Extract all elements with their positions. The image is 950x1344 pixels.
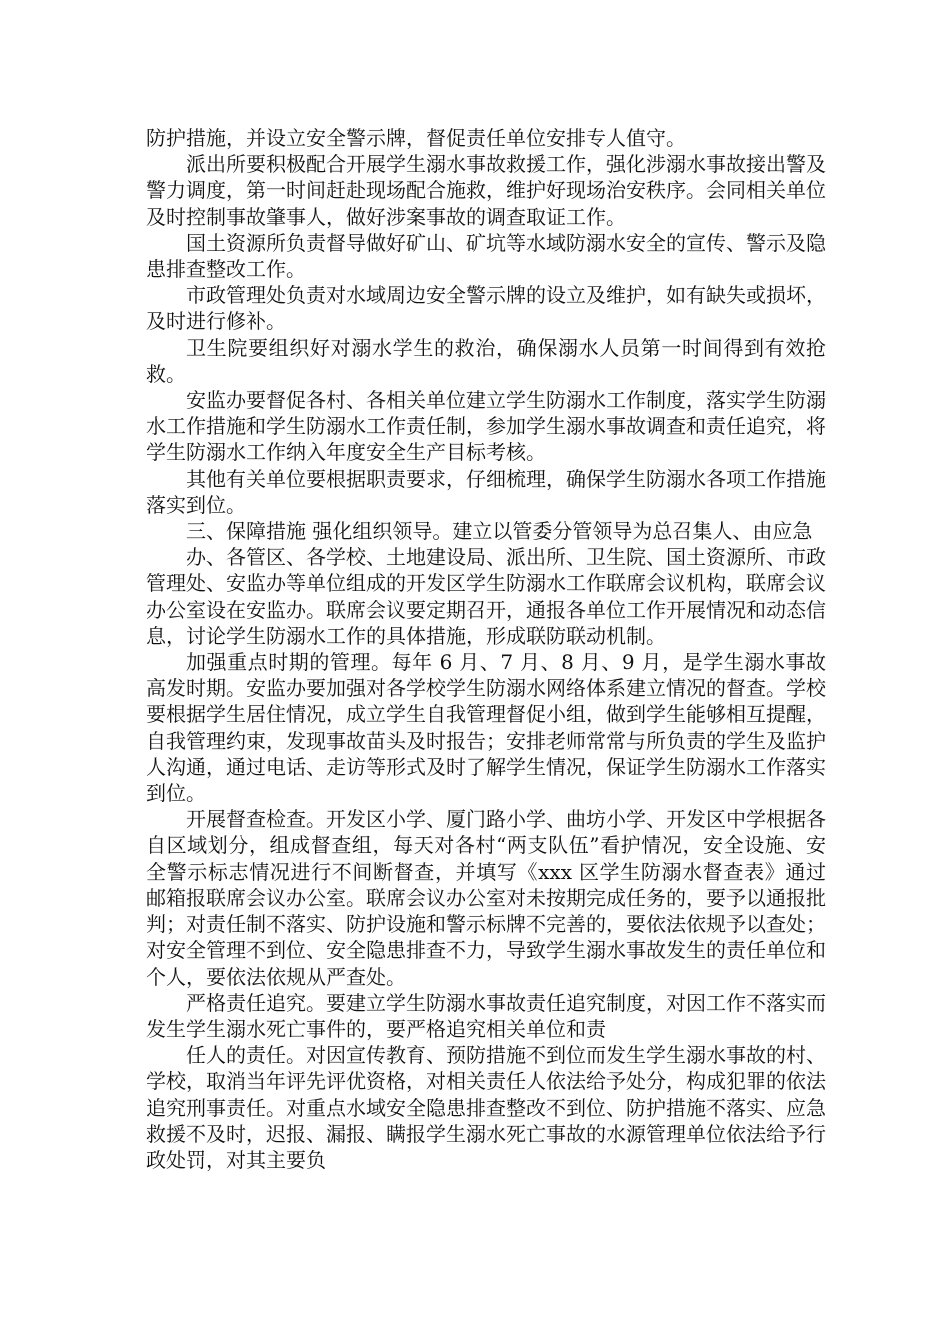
paragraph: 任人的责任。对因宣传教育、预防措施不到位而发生学生溺水事故的村、学校，取消当年评先评优资格，对相关责任人依法给予处分，构成犯罪的依法追究刑事责任。对重点水域安全隐患排查整改不到位、防护措施不落实、应急救援不及时，迟报、漏报、瞒报学生溺水死亡事故的水源管理单位依法给予行政处罚，对其主要负 bbox=[146, 1043, 826, 1172]
paragraph: 市政管理处负责对水域周边安全警示牌的设立及维护，如有缺失或损坏，及时进行修补。 bbox=[146, 283, 826, 334]
paragraph: 安监办要督促各村、各相关单位建立学生防溺水工作制度，落实学生防溺水工作措施和学生防溺水工作责任制，参加学生溺水事故调查和责任追究，将学生防溺水工作纳入年度安全生产目标考核。 bbox=[146, 388, 826, 465]
paragraph: 其他有关单位要根据职责要求，仔细梳理，确保学生防溺水各项工作措施落实到位。 bbox=[146, 466, 826, 517]
paragraph: 防护措施，并设立安全警示牌，督促责任单位安排专人值守。 bbox=[146, 126, 686, 150]
paragraph: 严格责任追究。要建立学生防溺水事故责任追究制度，对因工作不落实而发生学生溺水死亡事件的，要严格追究相关单位和责 bbox=[146, 990, 826, 1041]
paragraph: 派出所要积极配合开展学生溺水事故救援工作，强化涉溺水事故接出警及警力调度，第一时间赶赴现场配合施救，维护好现场治安秩序。会同相关单位及时控制事故肇事人，做好涉案事故的调查取证工作。 bbox=[146, 152, 826, 229]
paragraph: 办、各管区、各学校、土地建设局、派出所、卫生院、国土资源所、市政管理处、安监办等单位组成的开发区学生防溺水工作联席会议机构，联席会议办公室设在安监办。联席会议要定期召开，通报各单位工作开展情况和动态信息，讨论学生防溺水工作的具体措施，形成联防联动机制。 bbox=[146, 545, 826, 648]
document-body bbox=[146, 125, 826, 1173]
section-heading-paragraph: 三、保障措施 强化组织领导。建立以管委分管领导为总召集人、由应急 bbox=[186, 519, 813, 544]
paragraph: 开展督查检查。开发区小学、厦门路小学、曲坊小学、开发区中学根据各自区域划分，组成督查组，每天对各村“两支队伍”看护情况，安全设施、安全警示标志情况进行不间断督查，并填写《xxx 区学生防溺水督查表》通过邮箱报联席会议办公室。联席会议办公室对未按期完成任务的，要予以通报批判；对责任制不落实、防护设施和警示标牌不完善的，要依法依规予以查处；对安全管理不到位、安全隐患排查不力，导致学生溺水事故发生的责任单位和个人，要依法依规从严查处。 bbox=[146, 807, 826, 989]
paragraph: 卫生院要组织好对溺水学生的救治，确保溺水人员第一时间得到有效抢救。 bbox=[146, 335, 826, 386]
paragraph: 加强重点时期的管理。每年 6 月、7 月、8 月、9 月，是学生溺水事故高发时期。安监办要加强对各学校学生防溺水网络体系建立情况的督查。学校要根据学生居住情况，成立学生自我管理督促小组，做到学生能够相互提醒，自我管理约束，发现事故苗头及时报告；安排老师常常与所负责的学生及监护人沟通，通过电话、走访等形式及时了解学生情况，保证学生防溺水工作落实到位。 bbox=[146, 650, 826, 806]
paragraph: 国土资源所负责督导做好矿山、矿坑等水域防溺水安全的宣传、警示及隐患排查整改工作。 bbox=[146, 230, 826, 282]
